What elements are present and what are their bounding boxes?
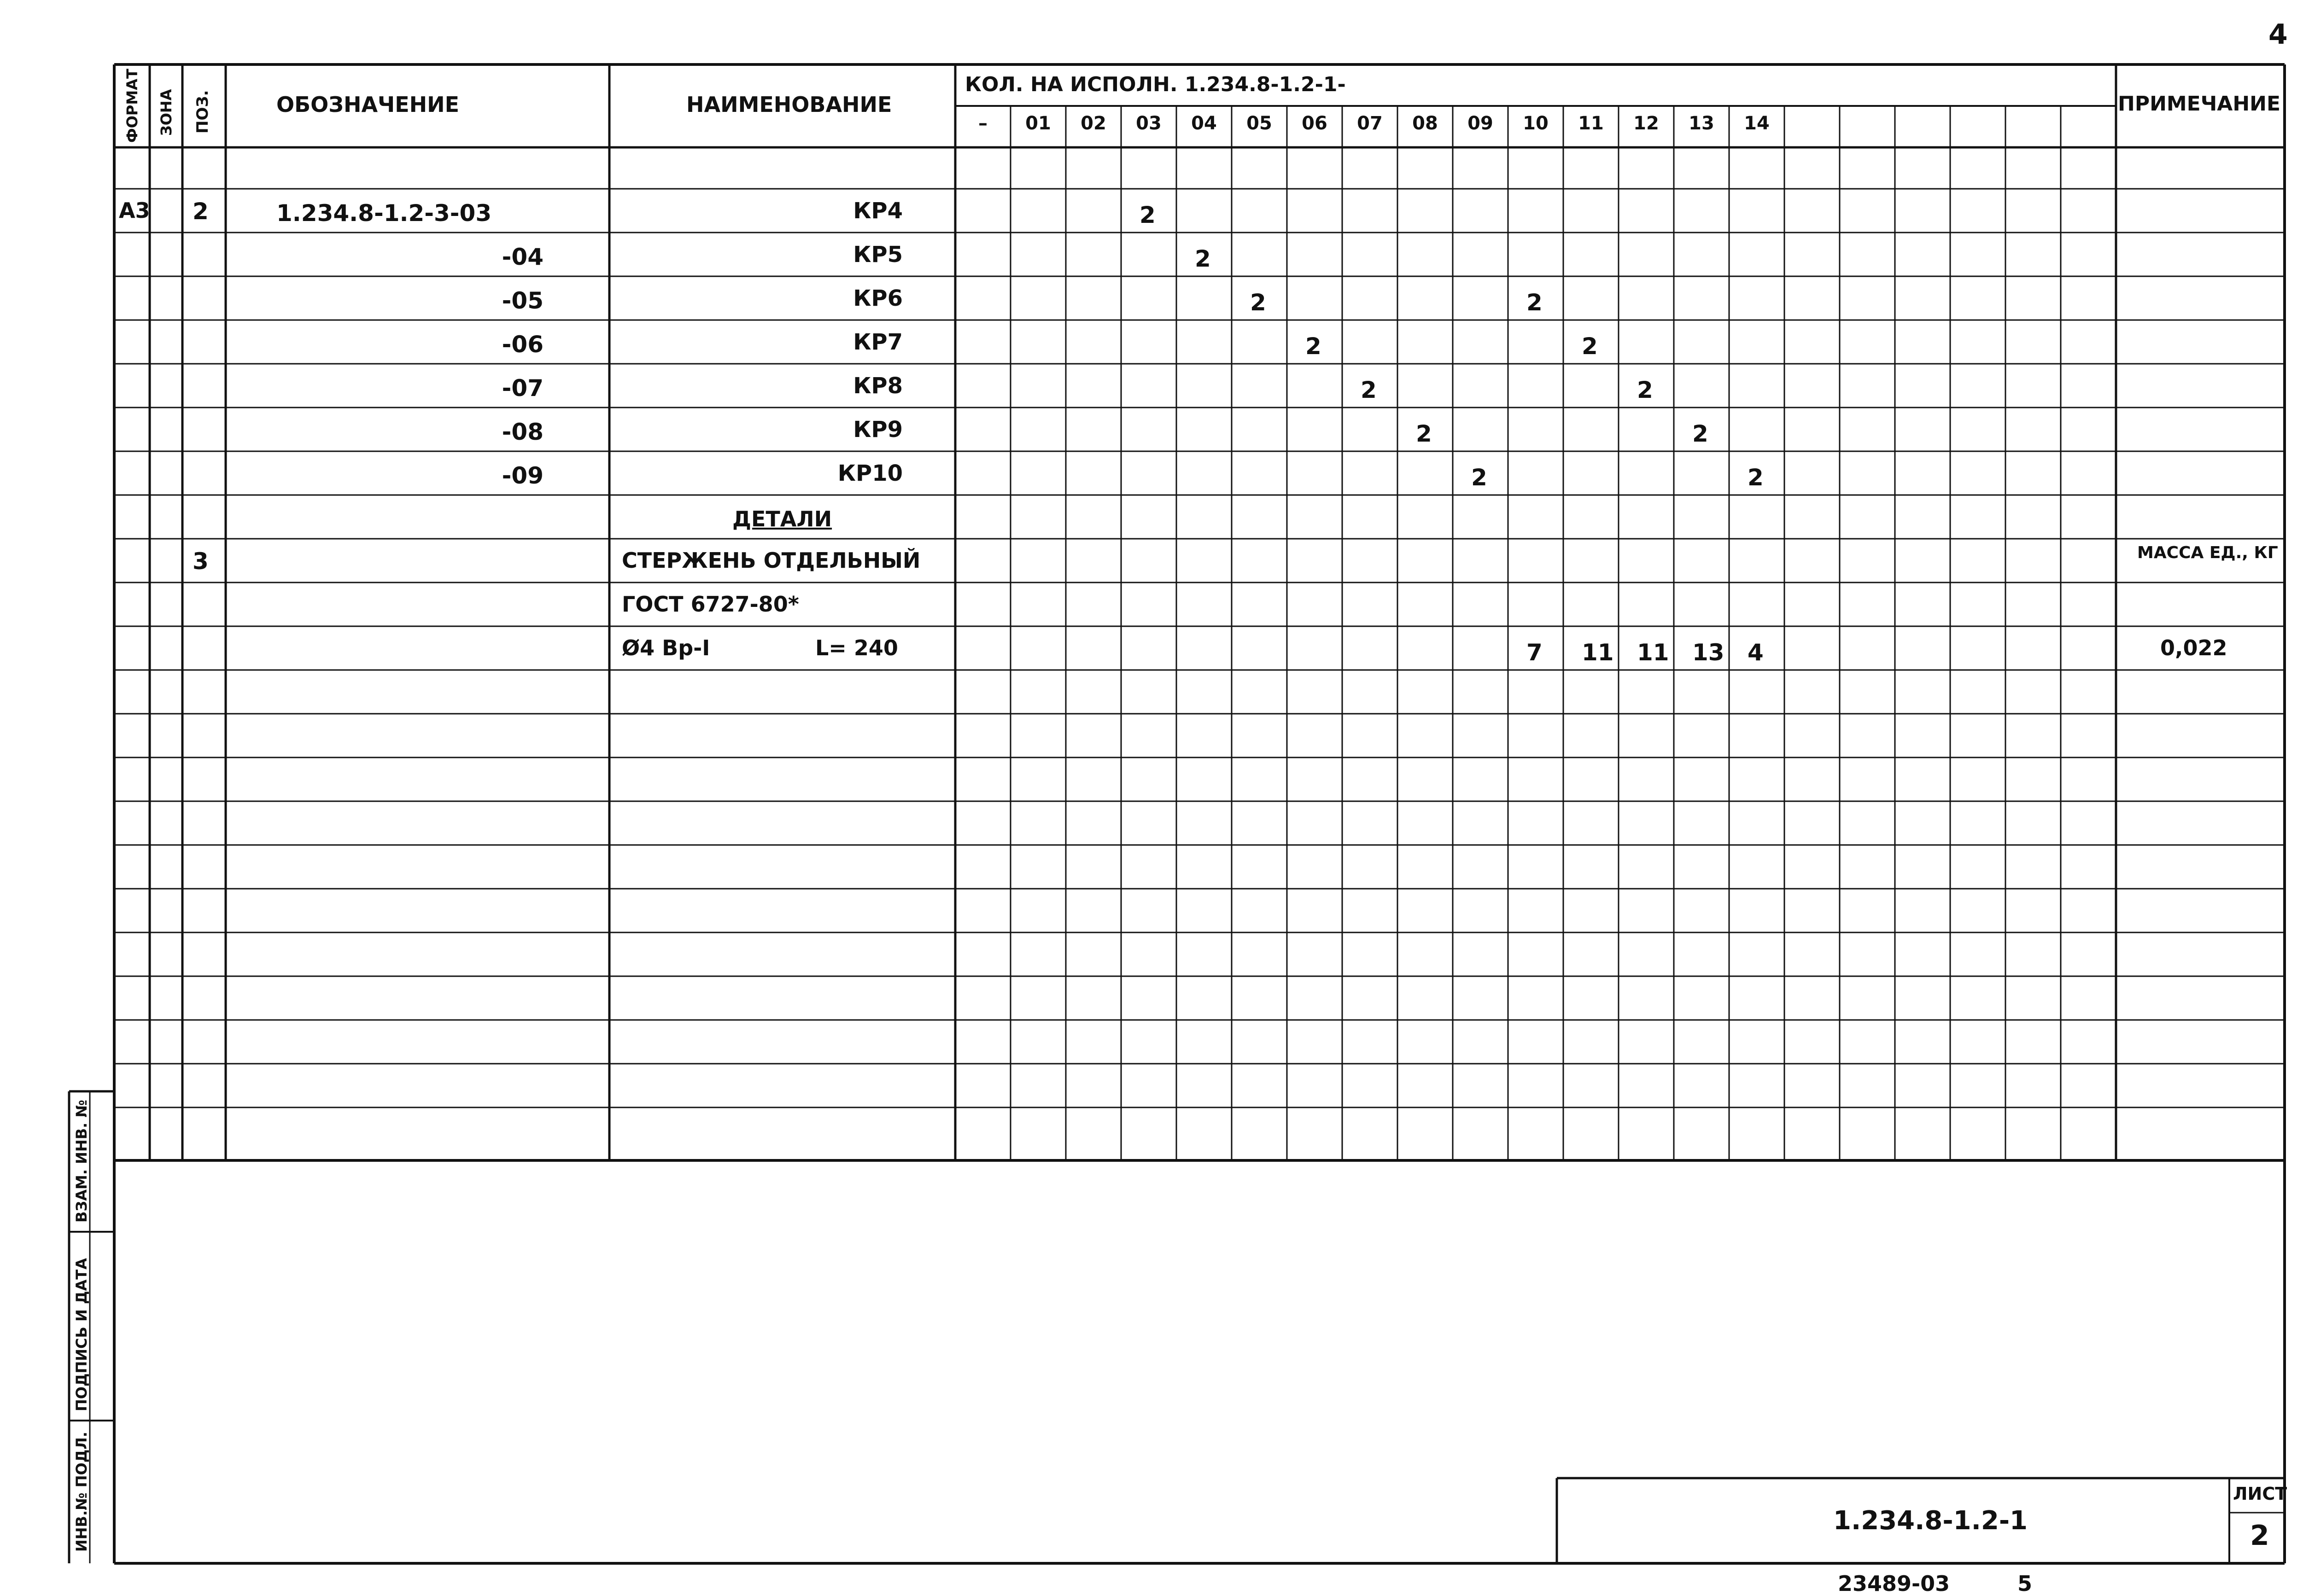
row-name: КР7 — [853, 329, 903, 355]
qty-05: 2 — [1250, 289, 1266, 316]
qty-11: 2 — [1582, 333, 1598, 360]
row-pos: 2 — [193, 198, 209, 225]
sheet-label: ЛИСТ — [2233, 1484, 2287, 1504]
qty-06: 2 — [1305, 333, 1321, 360]
qty-07: 2 — [1361, 377, 1377, 403]
variant-header-14: 14 — [1744, 113, 1770, 134]
variant-header-13: 13 — [1689, 113, 1714, 134]
row-name: КР5 — [853, 242, 903, 268]
row-name: КР4 — [853, 198, 903, 224]
row-note: МАССА ЕД., КГ — [2137, 543, 2278, 562]
row-name: КР8 — [853, 373, 903, 399]
qty-11: 11 — [1582, 639, 1614, 666]
header-qty: КОЛ. НА ИСПОЛН. 1.234.8-1.2-1- — [965, 73, 1346, 96]
row-designation: -06 — [502, 331, 544, 358]
footer-num: 5 — [2017, 1571, 2033, 1596]
row-pos: 3 — [193, 548, 209, 575]
qty-12: 2 — [1637, 377, 1653, 403]
row-name: СТЕРЖЕНЬ ОТДЕЛЬНЫЙ — [622, 548, 921, 573]
qty-04: 2 — [1195, 245, 1211, 272]
stamp-podpis: ПОДПИСЬ И ДАТА — [73, 1258, 90, 1411]
header-designation: ОБОЗНАЧЕНИЕ — [276, 92, 460, 117]
row-name-extra: L= 240 — [815, 635, 898, 660]
variant-header-6: 06 — [1302, 113, 1327, 134]
qty-14: 4 — [1748, 639, 1764, 666]
stamp-inv-podl: ИНВ.№ ПОДЛ. — [73, 1432, 90, 1552]
variant-header-2: 02 — [1081, 113, 1106, 134]
row-name: КР9 — [853, 417, 903, 443]
variant-header-10: 10 — [1523, 113, 1549, 134]
qty-10: 2 — [1526, 289, 1543, 316]
row-name: КР10 — [837, 460, 903, 486]
row-designation: -05 — [502, 287, 544, 314]
stamp-vzam: ВЗАМ. ИНВ. № — [73, 1100, 90, 1223]
variant-header-8: 08 — [1412, 113, 1438, 134]
header-pos: ПОЗ. — [193, 90, 212, 134]
qty-08: 2 — [1416, 420, 1432, 447]
qty-12: 11 — [1637, 639, 1669, 666]
qty-13: 2 — [1692, 420, 1708, 447]
row-name: КР6 — [853, 285, 903, 311]
variant-header-7: 07 — [1357, 113, 1383, 134]
header-name: НАИМЕНОВАНИЕ — [686, 92, 892, 117]
variant-header-0: – — [978, 113, 988, 134]
header-format: ФОРМАТ — [123, 69, 141, 143]
qty-09: 2 — [1471, 464, 1487, 491]
row-designation: -04 — [502, 244, 544, 270]
variant-header-12: 12 — [1633, 113, 1659, 134]
row-designation: -09 — [502, 462, 544, 489]
row-designation: 1.234.8-1.2-3-03 — [276, 200, 492, 227]
variant-header-5: 05 — [1246, 113, 1272, 134]
page-number: 4 — [2268, 18, 2288, 51]
row-designation: -08 — [502, 419, 544, 445]
variant-header-9: 09 — [1467, 113, 1493, 134]
header-zone: ЗОНА — [158, 89, 175, 136]
header-note: ПРИМЕЧАНИЕ — [2118, 92, 2281, 116]
qty-03: 2 — [1140, 202, 1156, 228]
footer-code: 23489-03 — [1838, 1571, 1950, 1596]
row-name: Ø4 Вр-I — [622, 635, 710, 660]
variant-header-4: 04 — [1191, 113, 1217, 134]
row-designation: -07 — [502, 375, 544, 402]
qty-14: 2 — [1748, 464, 1764, 491]
document-code: 1.234.8-1.2-1 — [1833, 1506, 2028, 1536]
row-format: А3 — [119, 198, 150, 223]
qty-13: 13 — [1692, 639, 1724, 666]
row-note: 0,022 — [2160, 635, 2227, 660]
sheet-number: 2 — [2250, 1520, 2269, 1552]
variant-header-11: 11 — [1578, 113, 1604, 134]
row-name: ГОСТ 6727-80* — [622, 592, 799, 617]
variant-header-3: 03 — [1136, 113, 1162, 134]
section-title: ДЕТАЛИ — [732, 507, 832, 531]
variant-header-1: 01 — [1025, 113, 1051, 134]
qty-10: 7 — [1526, 639, 1543, 666]
